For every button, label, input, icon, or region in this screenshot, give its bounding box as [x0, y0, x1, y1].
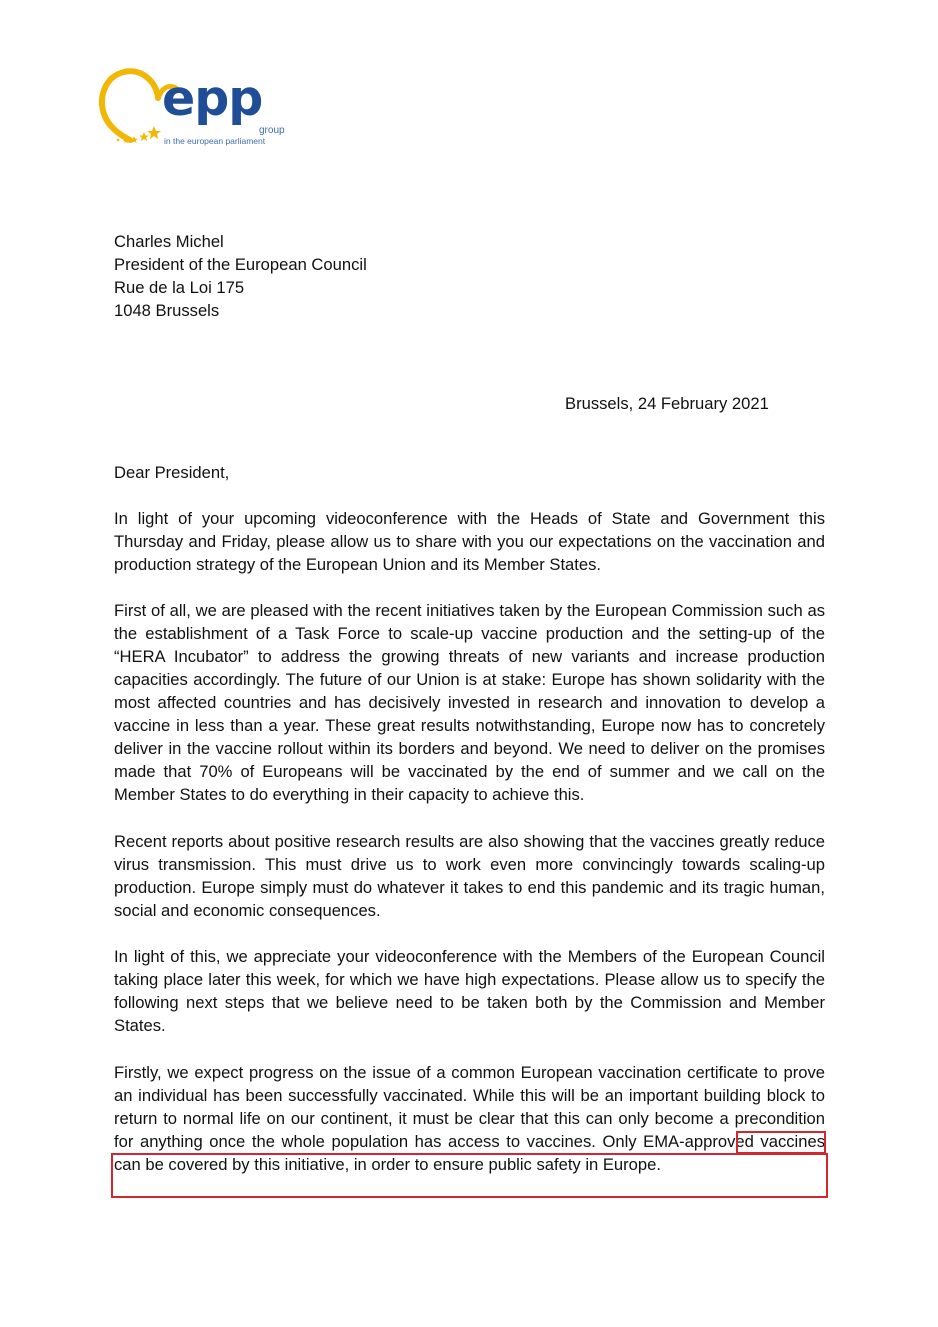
recipient-address [114, 230, 825, 322]
recipient-name: Charles Michel [114, 232, 224, 251]
paragraph-3: Recent reports about positive research results are also showing that the vaccines greatly reduce virus transmission. This must drive us to work even more convincingly towards scaling-up production. Europe simply must do whatever it takes to end this pandemic and its tragic human, social and economic consequences. [114, 832, 825, 920]
paragraph-5: Firstly, we expect progress on the issue of a common European vaccination certificate to prove an individual has been successfully vaccinated. While this will be an important building block to return to normal life on our continent, it must be clear that this can only become a precondition for anything once the whole population has access to vaccines. Only EMA-approved vaccines can be covered by this initiative, in order to ensure public safety in Europe. [114, 1063, 825, 1174]
recipient-title: President of the European Council [114, 255, 367, 274]
paragraph-2: First of all, we are pleased with the recent initiatives taken by the European Commission such as the establishment of a Task Force to scale-up vaccine production and the setting-up of the “HERA Incubator” to address the growing threats of new variants and increase production capacities accordingly. The future of our Union is at stake: Europe has shown solidarity with the most affected countries and has decisively invested in research and innovation to develop a vaccine in less than a year. These great results notwithstanding, Europe now has to concretely deliver in the vaccine rollout within its borders and beyond. We need to deliver on the promises made that 70% of Europeans will be vaccinated by the end of summer and we call on the Member States to do everything in their capacity to achieve this. [114, 601, 825, 804]
logo-subtitle: in the european parliament [164, 136, 266, 146]
logo-wordmark: epp [162, 70, 263, 127]
recipient-city: 1048 Brussels [114, 301, 220, 320]
paragraph-4: In light of this, we appreciate your videoconference with the Members of the European Council taking place later this week, for which we have high expectations. Please allow us to specify the following next steps that we believe need to be taken both by the Commission and Member States. [114, 947, 825, 1035]
paragraph-1: In light of your upcoming videoconference with the Heads of State and Government this Thursday and Friday, please allow us to share with you our expectations on the vaccination and production strategy of the European Union and its Member States. [114, 509, 825, 574]
letter-date: Brussels, 24 February 2021 [565, 394, 769, 413]
epp-group-logo [96, 66, 286, 156]
salutation: Dear President, [114, 463, 230, 482]
highlight-box-end [111, 1153, 828, 1198]
highlight-box-start [736, 1131, 826, 1154]
logo-group-label: group [259, 125, 285, 136]
recipient-street: Rue de la Loi 175 [114, 278, 245, 297]
